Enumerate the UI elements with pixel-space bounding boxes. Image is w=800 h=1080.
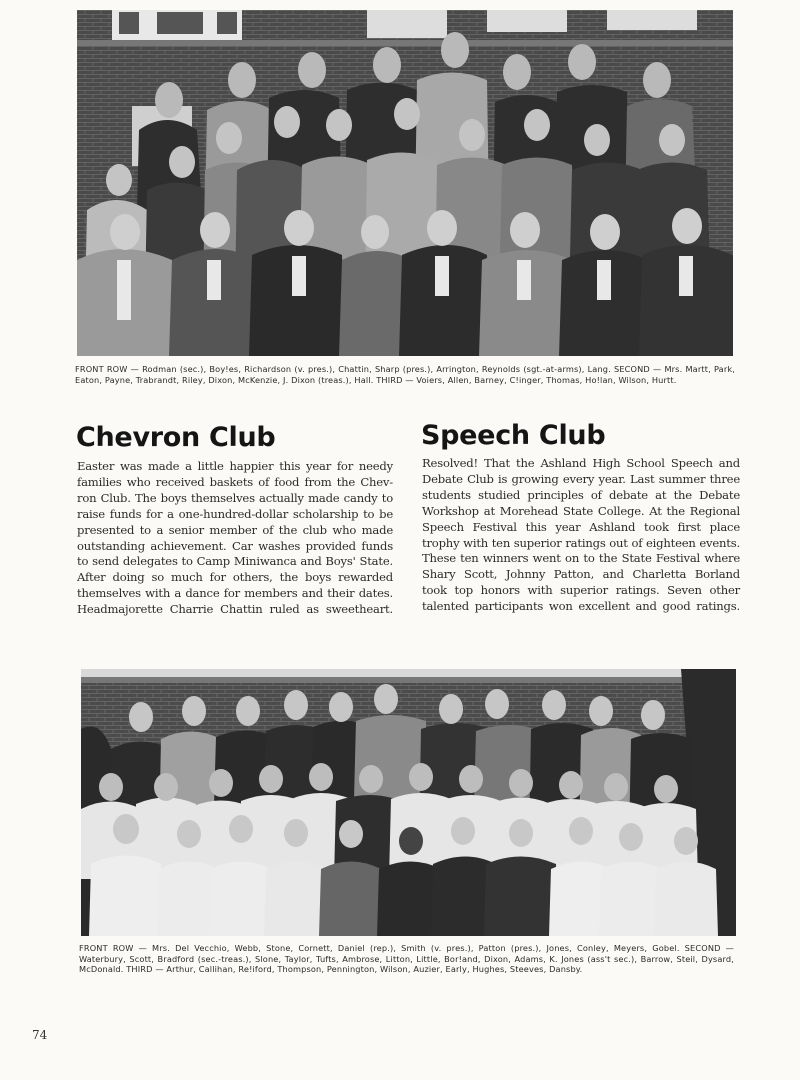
body-line: Easter was made a little happier this year for needy [77,459,393,473]
page-number: 74 [32,1028,48,1042]
body-line: raise funds for a one-hundred-dollar scholarship to be [77,506,393,521]
body-line: presented to a senior member of the club who made [77,522,393,537]
body-line: to send delegates to Camp Miniwanca and Boys' State. [77,554,393,569]
speech-photo-illustration [81,669,736,936]
speech-club-group-photo [81,669,736,936]
chevron-club-body [77,459,393,618]
body-line: Headmajorette Charrie Chattin ruled as sweetheart. [77,602,393,617]
body-line: Debate Club is growing every year. Last summer three [422,471,740,486]
speech-club-caption: FRONT ROW — Mrs. Del Vecchio, Webb, Stone, Cornett, Daniel (rep.), Smith (v. pres.), Patton (pres.), Jones, Conley, Meyers, Gobel. SECOND — Waterbury, Scott, Bradford (sec.-treas.), Slone, Taylor, Tufts, Ambrose, Litton, Little, Bor!and, Dixon, Adams, K. Jones (ass't sec.), Barrow, Steil, Dysard, McDonald. THIRD — Arthur, Callihan, Re!iford, Thompson, Pennington, Wilson, Auzier, Early, Hughes, Steeves, Dansby. [79,943,734,975]
body-line: talented participants won excellent and good ratings. [422,599,740,614]
body-line: Shary Scott, Johnny Patton, and Charletta Borland [422,567,740,582]
body-line: outstanding achievement. Car washes provided funds [77,538,393,553]
body-line: Workshop at Morehead State College. At the Regional [422,503,740,518]
body-line: ron Club. The boys themselves actually made candy to [77,490,393,505]
chevron-photo-illustration [77,10,733,356]
body-line: families who received baskets of food from the Chev- [77,474,393,489]
chevron-club-heading: Chevron Club [76,422,276,453]
body-line: These ten winners went on to the State Festival where [422,551,740,566]
chevron-club-caption: FRONT ROW — Rodman (sec.), Boy!es, Richardson (v. pres.), Chattin, Sharp (pres.), Arrington, Reynolds (sgt.-at-arms), Lang. SECOND — Mrs. Martt, Park, Eaton, Payne, Trabrandt, Riley, Dixon, McKenzie, J. Dixon (treas.), Hall. THIRD — Voiers, Allen, Barney, C!inger, Thomas, Ho!lan, Wilson, Hurtt. [75,364,735,385]
body-line: took top honors with superior ratings. Seven other [422,583,740,598]
body-line: Resolved! That the Ashland High School Speech and [422,456,740,470]
body-line: themselves with a dance for members and their dates. [77,586,393,601]
body-line: trophy with ten superior ratings out of eighteen events. [422,535,740,550]
speech-club-heading: Speech Club [421,420,606,451]
body-line: Speech Festival this year Ashland took first place [422,519,740,534]
chevron-club-group-photo [77,10,733,356]
body-line: After doing so much for others, the boys rewarded [77,570,393,585]
body-line: students studied principles of debate at the Debate [422,487,740,502]
speech-club-body [422,456,740,615]
